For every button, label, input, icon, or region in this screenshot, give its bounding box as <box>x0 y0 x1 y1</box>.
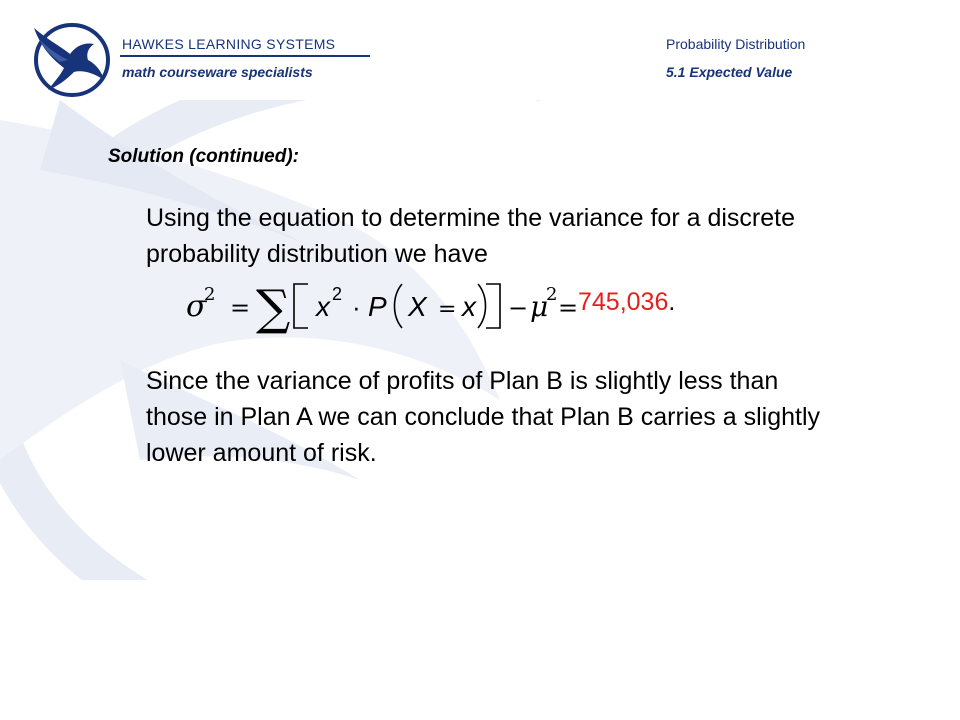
paragraph-conclusion: Since the variance of profits of Plan B is slightly less than those in Plan A we can conclude that Plan B carries a slightly lower amount of risk. <box>146 367 820 467</box>
equation-x-value: x <box>462 291 476 322</box>
equation-sigma-exponent: 2 <box>204 284 216 305</box>
equation-x: x <box>316 291 330 322</box>
company-tagline: math courseware specialists <box>122 64 313 80</box>
equation-x-exponent: 2 <box>332 284 343 304</box>
equation-minus: − <box>508 294 529 322</box>
company-underline <box>120 55 370 57</box>
result-period: . <box>668 288 676 316</box>
topic-title: Probability Distribution <box>666 36 806 52</box>
equation-dot: · <box>352 292 361 322</box>
company-name: HAWKES LEARNING SYSTEMS <box>122 36 336 52</box>
equation-P: P <box>368 291 387 322</box>
variance-result <box>578 288 675 317</box>
right-paren <box>478 284 486 328</box>
equation-sum-symbol: ∑ <box>256 280 291 334</box>
equation-equals: = <box>230 294 251 322</box>
equation-inner-equals: = <box>438 297 457 322</box>
section-title: 5.1 Expected Value <box>666 64 793 80</box>
paragraph-intro: Using the equation to determine the variance for a discrete probability distribution we have <box>146 204 795 268</box>
left-square-bracket <box>294 284 308 328</box>
left-paren <box>395 284 403 328</box>
eagle-watermark-icon <box>0 100 540 580</box>
equation-sigma: σ <box>186 289 207 324</box>
equation-result-equals: = <box>558 294 579 322</box>
equation-mu: μ <box>530 290 549 323</box>
eagle-logo-icon <box>30 20 112 100</box>
solution-heading: Solution (continued): <box>108 146 300 167</box>
right-square-bracket <box>486 284 500 328</box>
equation-mu-exponent: 2 <box>546 284 558 305</box>
equation-X: X <box>408 291 427 322</box>
result-value: 745,036 <box>578 288 669 316</box>
